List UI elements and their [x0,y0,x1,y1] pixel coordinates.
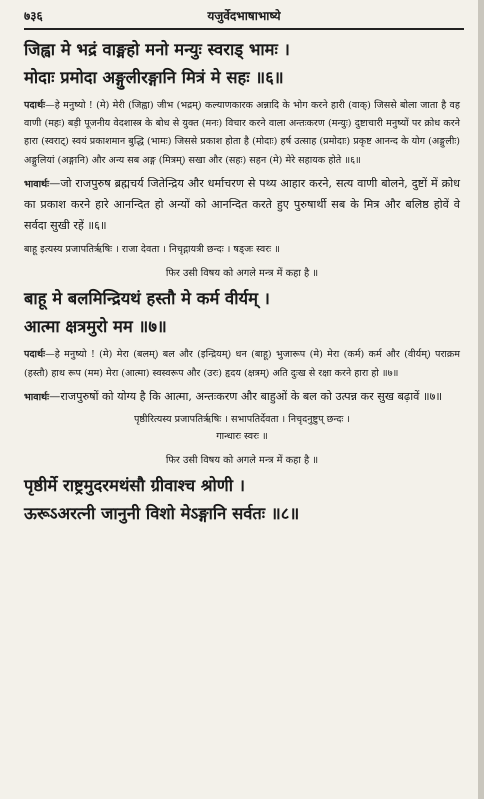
mantra-8-line-2: ऊरूऽअरत्नी जानुनी विशो मेऽङ्गानि सर्वतः ॥८॥ [24,504,300,524]
mantra-6-line-1: जिह्वा मे भद्रं वाङ्महो मनो मन्युः स्वराड् भामः । [24,40,290,59]
mantra-8-metadata-line-1: पृष्ठीरित्यस्य प्रजापतिर्ऋषिः । सभापतिर्देवता । निचृदनुष्टुप् छन्दः । [133,414,351,426]
padartha-label: पदार्थः [24,100,46,111]
mantra-8-metadata-line-2: गान्धारः स्वरः ॥ [216,431,268,443]
mantra-8-line-1: पृष्ठीर्मे राष्ट्रमुदरमथंसौ ग्रीवाश्च श्रोणी । [24,476,246,496]
mantra-7-metadata: बाहू इत्यस्य प्रजापतिर्ऋषिः । राजा देवता । निचृद्गायत्री छन्दः । षड्जः स्वरः ॥ [24,244,280,256]
page-body [24,36,460,528]
bhavartha-label: भावार्थः [24,391,50,403]
padartha-7 [24,346,460,382]
bhavartha-6-text: —जो राजपुरुष ब्रह्मचर्य जितेन्द्रिय और धर्माचरण से पथ्य आहार करने, सत्य वाणी बोलने, दुष्टों में क्रोध का प्रकाश करने हारे आनन्दित हो अन्यों को आनन्दित करते हुए पुरुषार्थी सब के मित्र और बलिष्ठ होवें वे सर्वदा सुखी रहें ॥६॥ [24,176,460,232]
page-header [24,6,464,30]
bhavartha-6 [24,174,460,237]
mantra-6-line-2: मोदाः प्रमोदा अङ्गुलीरङ्गानि मित्रं मे सहः ॥६॥ [24,68,284,87]
padartha-6-text: —हे मनुष्यो ! (मे) मेरी (जिह्वा) जीभ (भद्रम्) कल्याणकारक अन्नादि के भोग करने हारी (वाक्) जिससे बोला जाता है वह वाणी (महः) बड़ी पूजनीय वेदशास्त्र के बोध से युक्त (मनः) विचार करने वाला अन्तःकरण (मन्युः) दुष्टाचारी मनुष्यों पर क्रोध करने हारा (स्वराट्) स्वयं प्रकाशमान बुद्धि (भामः) जिससे प्रकाश होता है (मोदाः) हर्ष उत्साह (प्रमोदाः) प्रकृष्ट आनन्द के योग (अङ्गुलीः) अङ्गुलियां (अङ्गानि) और अन्य सब अङ्ग (मित्रम्) सखा और (सहः) सहन (मे) मेरे सहायक होते ॥६॥ [24,100,460,166]
bhavartha-label: भावार्थः [24,178,50,190]
padartha-label: पदार्थः [24,349,46,361]
padartha-7-text: —हे मनुष्यो ! (मे) मेरा (बलम्) बल और (इन्द्रियम्) धन (बाहू) भुजारूप (मे) मेरा (कर्म) कर्म और (वीर्यम्) पराक्रम (हस्तौ) हाथ रूप (मम) मेरा (आत्मा) स्वस्वरूप और (उरः) हृदय (क्षत्रम्) अति दुःख से रक्षा करने हारा हो ॥७॥ [24,349,460,379]
padartha-6 [24,97,460,170]
mantra-7-line-2: आत्मा क्षत्रमुरो मम ॥७॥ [24,317,167,337]
bhavartha-7-text: —राजपुरुषों को योग्य है कि आत्मा, अन्तःकरण और बाहुओं के बल को उत्पन्न कर सुख बढ़ावें ॥७॥ [49,389,443,403]
transition-line-2: फिर उसी विषय को अगले मन्त्र में कहा है ॥ [165,455,319,467]
running-title: यजुर्वेदभाषाभाष्ये [207,9,281,23]
bhavartha-7 [24,387,460,409]
mantra-7-line-1: बाहू मे बलमिन्द्रियथं हस्तौ मे कर्म वीर्यम् । [24,289,270,309]
transition-line-1: फिर उसी विषय को अगले मन्त्र में कहा है ॥ [165,268,319,280]
page-number: ७३६ [24,9,43,23]
